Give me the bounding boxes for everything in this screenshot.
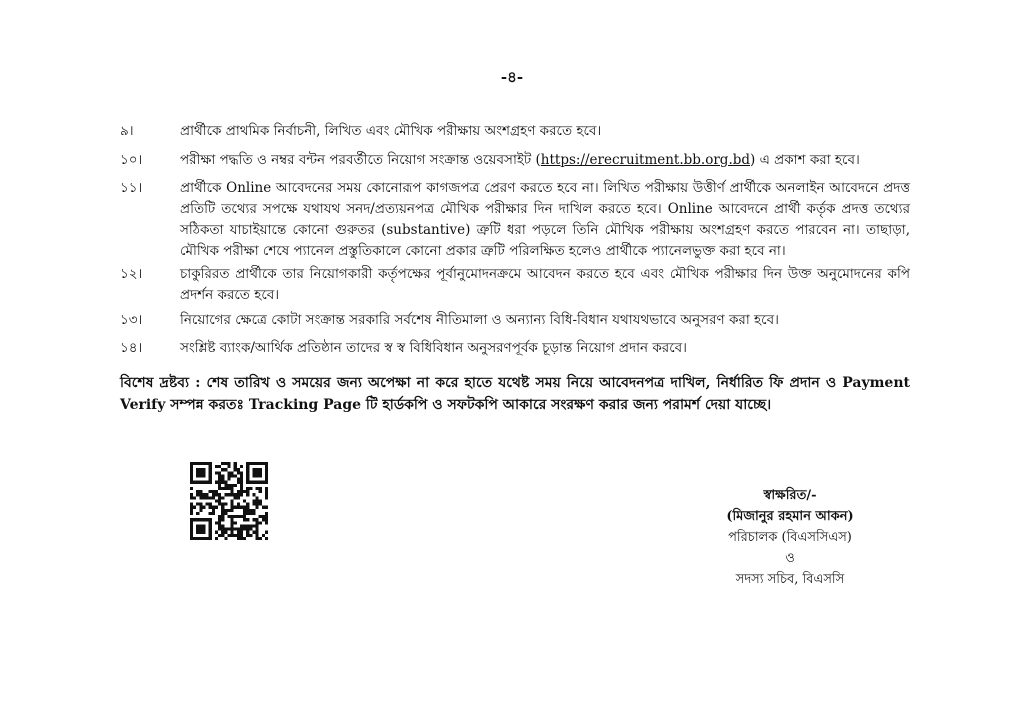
list-item: [120, 121, 910, 142]
signature-signed: স্বাক্ষরিত/-: [763, 488, 817, 503]
special-note: বিশেষ দ্রষ্টব্য : শেষ তারিখ ও সময়ের জন্য অপেক্ষা না করে হাতে যথেষ্ট সময় নিয়ে আবেদনপত্র দাখিল, নির্ধারিত ফি প্রদান ও Payment Verify সম্পন্ন করতঃ Tracking Page টি হার্ডকপি ও সফটকপি আকারে সংরক্ষণ করার জন্য পরামর্শ দেয়া যাচ্ছে।: [120, 375, 910, 413]
item-number: ১১।: [120, 180, 143, 196]
list-item: [120, 178, 910, 262]
website-link[interactable]: https://erecruitment.bb.org.bd: [540, 152, 751, 168]
signatory-designation: পরিচালক (বিএসসিএস): [728, 530, 852, 545]
item-number: ১৩।: [120, 312, 143, 328]
item-text: প্রার্থীকে প্রাথমিক নির্বাচনী, লিখিত এবং মৌখিক পরীক্ষায় অংশগ্রহণ করতে হবে।: [180, 123, 602, 139]
signature-conjunction: ও: [785, 551, 795, 566]
item-text: [180, 150, 910, 171]
signatory-secretary: সদস্য সচিব, বিএসসি: [735, 572, 845, 587]
item-text: প্রার্থীকে Online আবেদনের সময় কোনোরূপ কাগজপত্র প্রেরণ করতে হবে না। লিখিত পরীক্ষায় উত্তীর্ণ প্রার্থীকে অনলাইন আবেদনে প্রদত্ত প্রতিটি তথ্যের সপক্ষে যথাযথ সনদ/প্রত্যয়নপত্র মৌখিক পরীক্ষার দিন দাখিল করতে হবে। Online আবেদনে প্রার্থী কর্তৃক প্রদত্ত তথ্যের সঠিকতা যাচাইয়ান্তে কোনো গুরুতর (substantive) ত্রুটি ধরা পড়লে তিনি মৌখিক পরীক্ষায় অংশগ্রহণ করতে পারবেন না। তাছাড়া, মৌখিক পরীক্ষা শেষে প্যানেল প্রস্তুতিকালে কোনো প্রকার ত্রুটি পরিলক্ষিত হলেও প্রার্থীকে প্যানেলভুক্ত করা হবে না।: [180, 180, 910, 259]
item-text-after-link: ) এ প্রকাশ করা হবে।: [750, 152, 860, 168]
list-item: [120, 338, 910, 359]
item-number: ৯।: [120, 123, 134, 139]
item-number: ১০।: [120, 152, 143, 168]
qr-code-icon: [190, 462, 268, 540]
page-number: -৪-: [500, 68, 524, 86]
list-item: [120, 264, 910, 306]
item-number: ১৪।: [120, 340, 143, 356]
signatory-name: (মিজানুর রহমান আকন): [726, 509, 854, 524]
list-item: [120, 310, 910, 331]
item-text: নিয়োগের ক্ষেত্রে কোটা সংক্রান্ত সরকারি সর্বশেষ নীতিমালা ও অন্যান্য বিধি-বিধান যথাযথভাবে অনুসরণ করা হবে।: [180, 312, 779, 328]
item-text-before-link: পরীক্ষা পদ্ধতি ও নম্বর বন্টন পরবর্তীতে নিয়োগ সংক্রান্ত ওয়েবসাইট (: [180, 152, 541, 168]
item-number: ১২।: [120, 266, 143, 282]
list-item: [120, 150, 910, 171]
item-text: চাকুরিরত প্রার্থীকে তার নিয়োগকারী কর্তৃপক্ষের পূর্বানুমোদনক্রমে আবেদন করতে হবে এবং মৌখিক পরীক্ষার দিন উক্ত অনুমোদনের কপি প্রদর্শন করতে হবে।: [180, 266, 910, 303]
item-text: সংশ্লিষ্ট ব্যাংক/আর্থিক প্রতিষ্ঠান তাদের স্ব স্ব বিধিবিধান অনুসরণপূর্বক চূড়ান্ত নিয়োগ প্রদান করবে।: [180, 340, 687, 356]
signature-block: [690, 485, 890, 590]
